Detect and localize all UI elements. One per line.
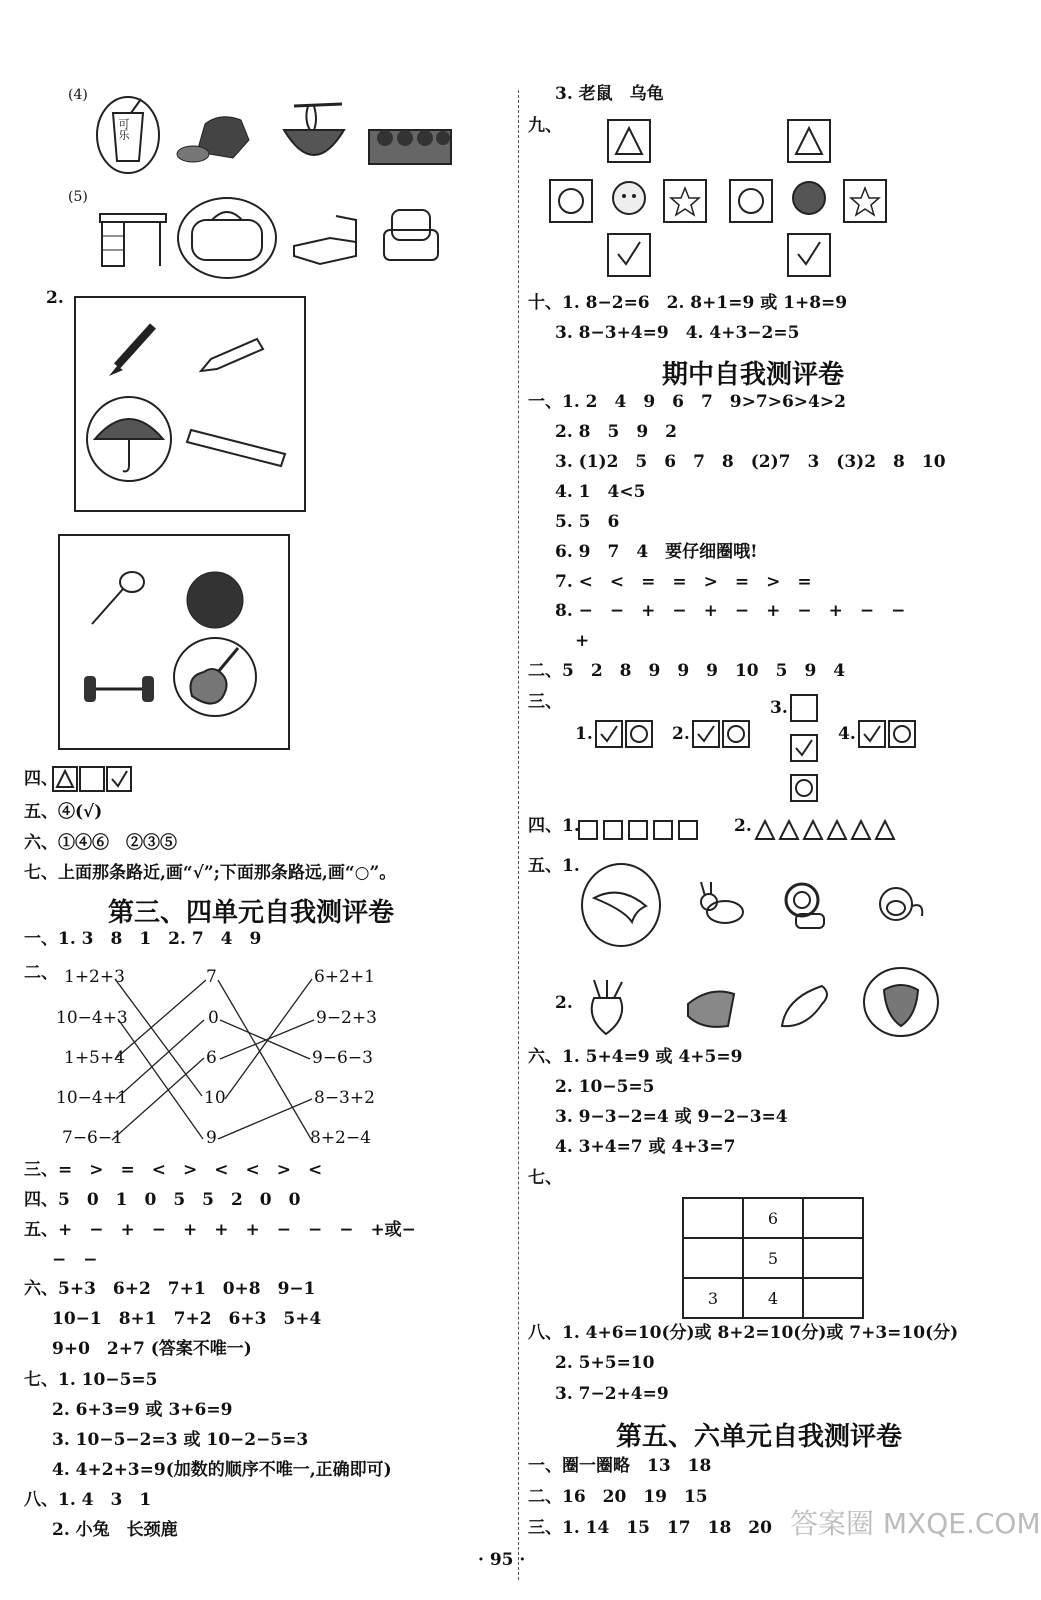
- left-wu2b: − −: [52, 1250, 98, 1270]
- grid-cell: [803, 1198, 863, 1238]
- mid-4: 5. 5 6: [555, 512, 620, 532]
- san-item-1-boxes: [595, 720, 655, 748]
- grid-cell: [683, 1238, 743, 1278]
- watermark: 答案圈 MXQE.COM: [790, 1507, 1041, 1540]
- right-qi-label: 七、: [528, 1168, 562, 1188]
- right-jiu-label: 九、: [528, 116, 562, 136]
- match-right-2: 9−6−3: [312, 1048, 373, 1068]
- page-number: · 95 ·: [478, 1550, 526, 1570]
- match-left-4: 7−6−1: [62, 1128, 123, 1148]
- match-right-0: 6+2+1: [314, 967, 375, 987]
- left-er-label: 二、: [24, 963, 58, 983]
- left-qi2-1: 2. 6+3=9 或 3+6=9: [52, 1400, 233, 1420]
- left-liu2-2: 9+0 2+7 (答案不唯一): [52, 1339, 252, 1359]
- match-mid-1: 0: [208, 1008, 219, 1028]
- right-san-label: 三、: [528, 692, 562, 712]
- lion-icon: [782, 880, 828, 930]
- mid-2: 3. (1)2 5 6 7 8 (2)7 3 (3)2 8 10: [555, 452, 946, 472]
- right-er: 二、5 2 8 9 9 9 10 5 9 4: [528, 661, 846, 681]
- u56-1: 二、16 20 19 15: [528, 1487, 708, 1507]
- match-right-3: 8−3+2: [314, 1088, 375, 1108]
- matching-lines: [0, 0, 500, 1160]
- grid-cell: [803, 1238, 863, 1278]
- left-qi: 七、上面那条路近,画“√”;下面那条路远,画“○”。: [24, 863, 397, 883]
- match-mid-4: 9: [206, 1128, 217, 1148]
- left-si-label: 四、: [24, 769, 58, 789]
- left-liu2-0: 六、5+3 6+2 7+1 0+8 9−1: [24, 1279, 316, 1299]
- san-item-1-label: 1.: [575, 724, 593, 744]
- mid-6: 7. < < = = > = > =: [555, 572, 812, 592]
- match-mid-0: 7: [206, 967, 217, 987]
- right-ba-1: 2. 5+5=10: [555, 1353, 655, 1373]
- right-shi-1: 3. 8−3+4=9 4. 4+3−2=5: [555, 323, 800, 343]
- u56-0: 一、圈一圈略 13 18: [528, 1456, 712, 1476]
- match-right-4: 8+2−4: [310, 1128, 371, 1148]
- right-ba-0: 八、1. 4+6=10(分)或 8+2=10(分)或 7+3=10(分): [528, 1323, 959, 1343]
- q5-label: (5): [68, 189, 88, 205]
- cup-label: 可乐: [117, 118, 130, 140]
- mid-8: +: [575, 631, 590, 651]
- san-item-3-label: 3.: [770, 698, 788, 718]
- san-item-2-label: 2.: [672, 724, 690, 744]
- left-ba-0: 八、1. 4 3 1: [24, 1490, 152, 1510]
- right-liu-2: 3. 9−3−2=4 或 9−2−3=4: [555, 1107, 788, 1127]
- match-left-2: 1+5+4: [64, 1048, 125, 1068]
- left-wu2: 五、+ − + − + + + − − − +或−: [24, 1220, 416, 1240]
- match-right-1: 9−2+3: [316, 1008, 377, 1028]
- section-title-midterm: 期中自我测评卷: [662, 360, 845, 390]
- san-item-2-boxes: [692, 720, 752, 748]
- san-item-4-boxes: [858, 720, 918, 748]
- left-s1: 一、1. 3 8 1 2. 7 4 9: [24, 929, 262, 949]
- match-left-3: 10−4+1: [56, 1088, 128, 1108]
- triangle-row: [754, 818, 904, 842]
- q4-label: (4): [68, 87, 88, 103]
- match-left-1: 10−4+3: [56, 1008, 128, 1028]
- right-liu-3: 4. 3+4=7 或 4+3=7: [555, 1137, 736, 1157]
- right-wu-label: 五、1.: [528, 856, 580, 876]
- shape-cross-figure-1: [548, 118, 708, 280]
- shape-cross-figure-2: [728, 118, 888, 280]
- match-left-0: 1+2+3: [64, 967, 125, 987]
- left-san: 三、= > = < > < < > <: [24, 1160, 323, 1180]
- left-qi2-0: 七、1. 10−5=5: [24, 1370, 158, 1390]
- strawberry-icon: [862, 966, 940, 1038]
- left-si2: 四、5 0 1 0 5 5 2 0 0: [24, 1190, 301, 1210]
- grid-cell: 4: [743, 1278, 803, 1318]
- left-liu: 六、①④⑥ ②③⑤: [24, 833, 177, 853]
- u56-2: 三、1. 14 15 17 18 20: [528, 1518, 772, 1538]
- rabbit-icon: [695, 880, 747, 926]
- right-liu-1: 2. 10−5=5: [555, 1077, 655, 1097]
- mid-5: 6. 9 7 4 要仔细圈哦!: [555, 542, 758, 562]
- grid-cell: 6: [743, 1198, 803, 1238]
- left-ba-1: 2. 小兔 长颈鹿: [52, 1520, 178, 1540]
- left-wu: 五、④(√): [24, 802, 103, 822]
- monkey-icon: [876, 882, 928, 930]
- grid-cell: [803, 1278, 863, 1318]
- right-wu-2-label: 2.: [555, 993, 573, 1013]
- vegetable-icon: [682, 976, 740, 1032]
- san-item-4-label: 4.: [838, 724, 856, 744]
- number-grid: [682, 1197, 864, 1319]
- right-ba-2: 3. 7−2+4=9: [555, 1384, 669, 1404]
- left-qi2-2: 3. 10−5−2=3 或 10−2−5=3: [52, 1430, 309, 1450]
- radish-icon: [582, 978, 632, 1036]
- left-qi2-3: 4. 4+2+3=9(加数的顺序不唯一,正确即可): [52, 1460, 392, 1480]
- match-mid-3: 10: [204, 1088, 226, 1108]
- mid-7: 8. − − + − + − + − + − −: [555, 601, 906, 621]
- q2-label: 2.: [46, 288, 64, 308]
- match-mid-2: 6: [206, 1048, 217, 1068]
- right-si-2-label: 2.: [734, 816, 752, 836]
- mid-0: 一、1. 2 4 9 6 7 9>7>6>4>2: [528, 392, 846, 412]
- dolphin-icon: [580, 862, 662, 948]
- mid-1: 2. 8 5 9 2: [555, 422, 677, 442]
- right-liu-0: 六、1. 5+4=9 或 4+5=9: [528, 1047, 743, 1067]
- grid-cell: [683, 1198, 743, 1238]
- right-shi-0: 十、1. 8−2=6 2. 8+1=9 或 1+8=9: [528, 293, 848, 313]
- mid-3: 4. 1 4<5: [555, 482, 646, 502]
- section-title-units-5-6: 第五、六单元自我测评卷: [616, 1422, 903, 1452]
- san-item-3-boxes: [790, 694, 818, 804]
- right-si-label: 四、1.: [528, 816, 580, 836]
- column-divider: [518, 90, 519, 1580]
- grid-cell: 3: [683, 1278, 743, 1318]
- square-row: [578, 818, 718, 842]
- eggplant-icon: [778, 980, 832, 1032]
- section-title-units-3-4: 第三、四单元自我测评卷: [108, 898, 395, 928]
- grid-cell: 5: [743, 1238, 803, 1278]
- right-r3: 3. 老鼠 乌龟: [555, 84, 664, 104]
- left-liu2-1: 10−1 8+1 7+2 6+3 5+4: [52, 1309, 322, 1329]
